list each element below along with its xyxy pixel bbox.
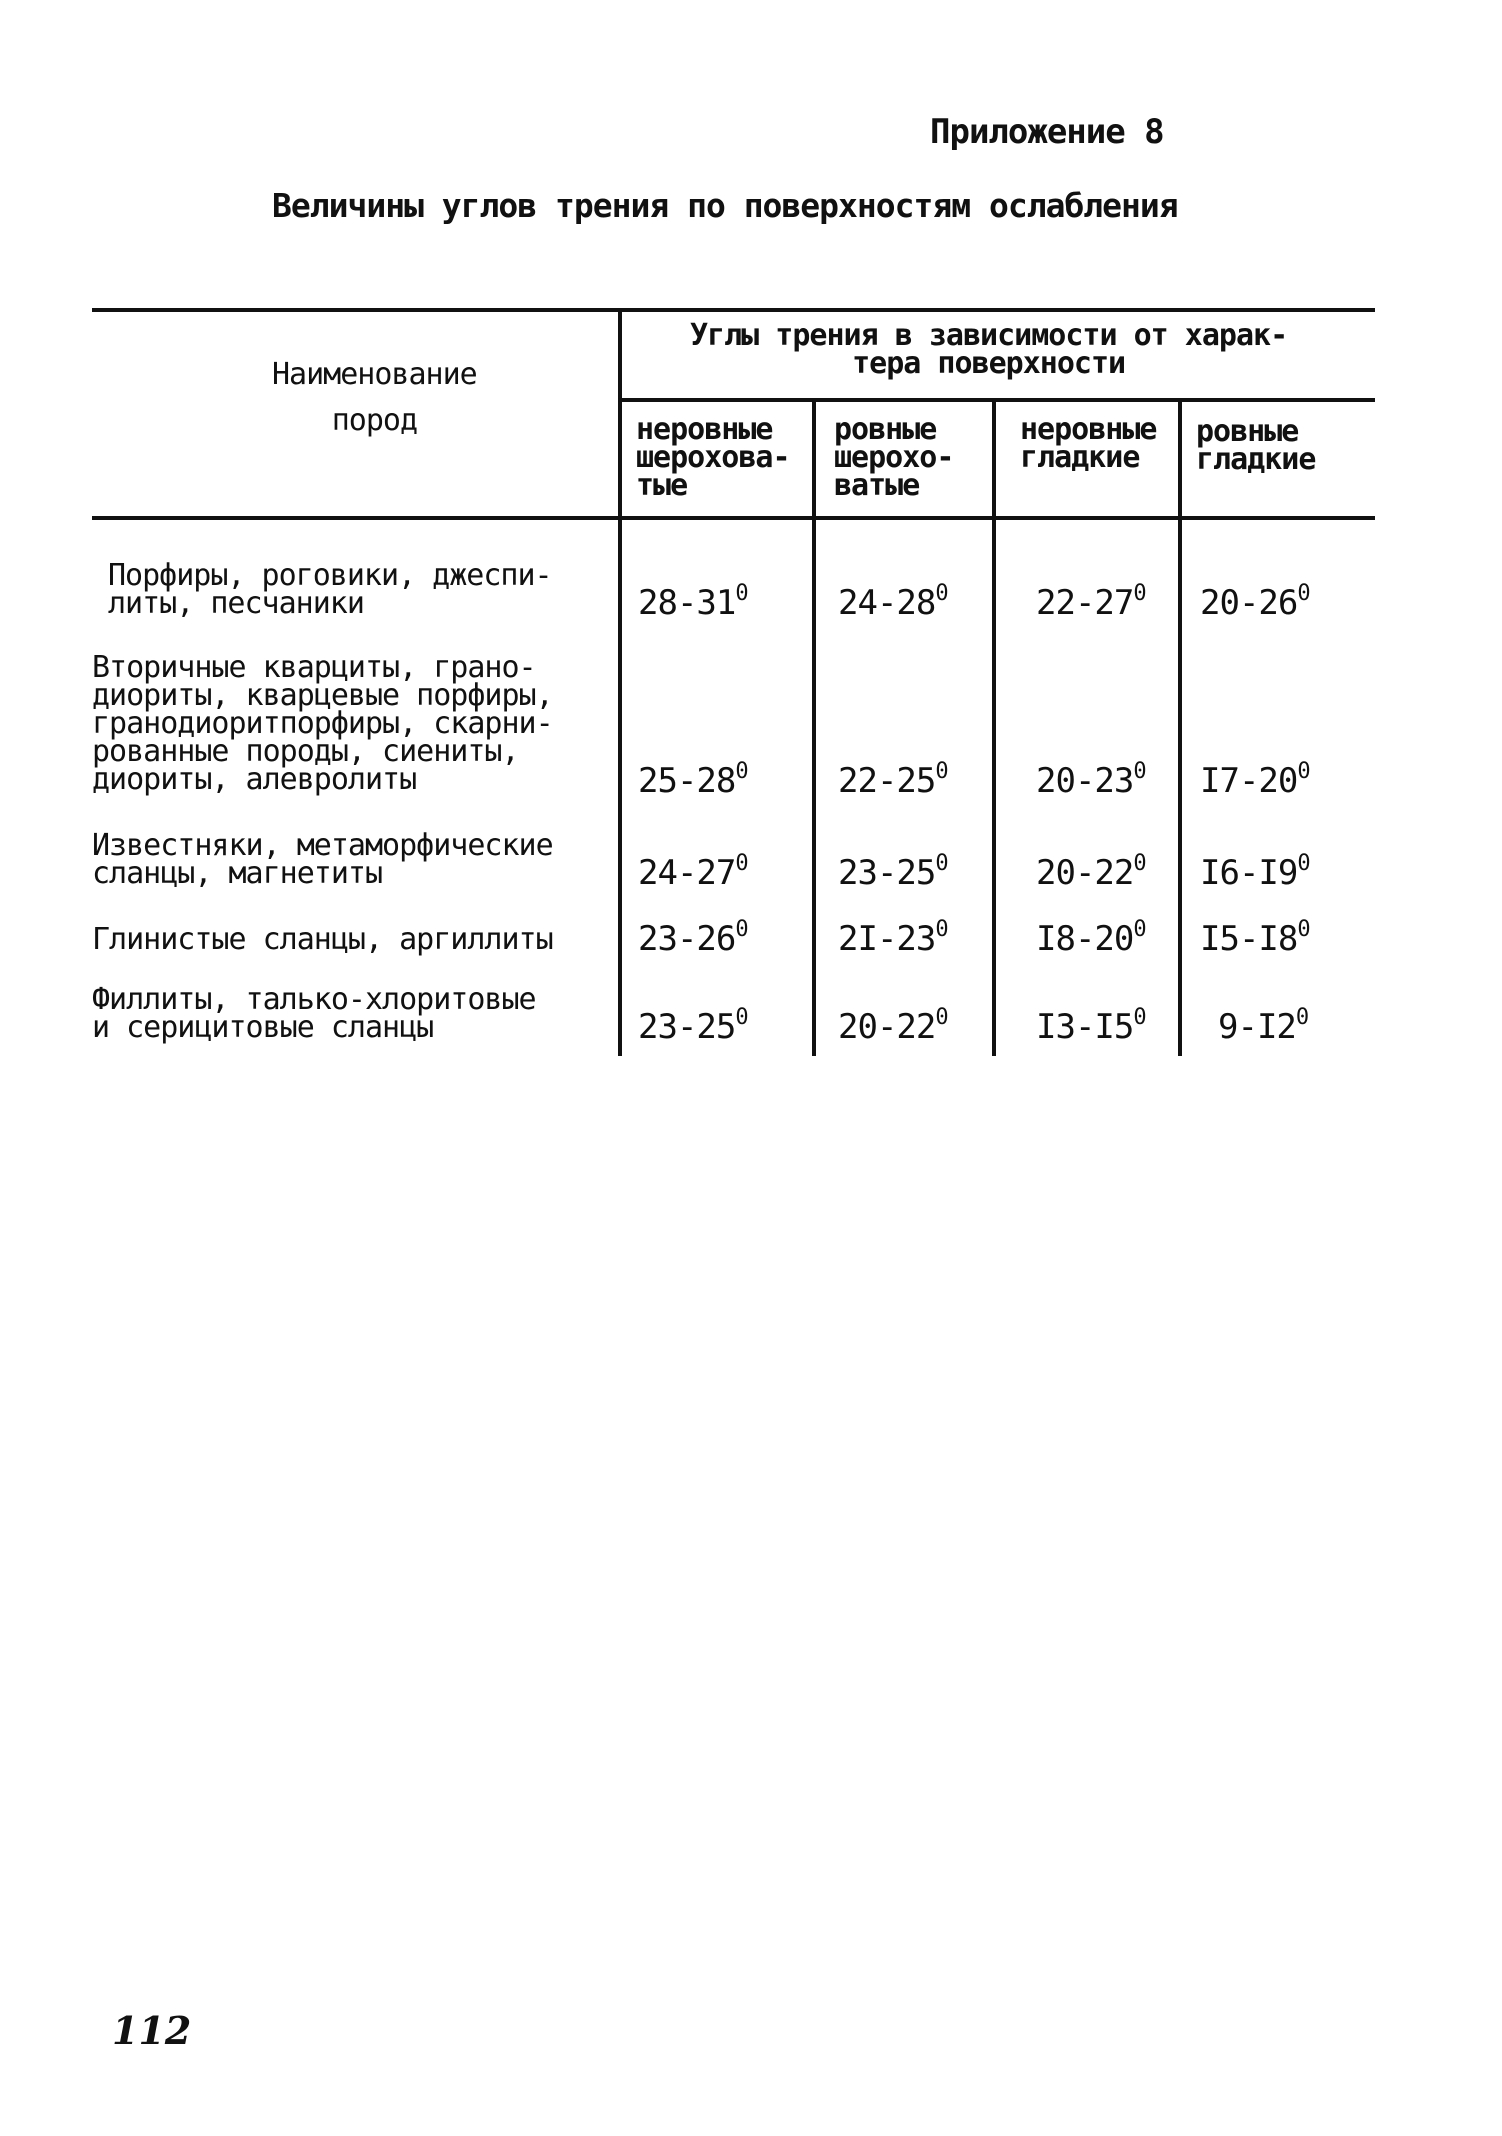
rock-name: Филлиты, талько-хлоритовые и серицитовые сланцы (92, 982, 536, 1045)
header-bottom-rule (92, 516, 1375, 520)
angle-value: $22-25^0$ (838, 759, 948, 801)
col-divider-name (618, 308, 622, 1056)
angle-value: $I5-I8^0$ (1200, 917, 1310, 959)
angle-value: $2I-23^0$ (838, 917, 948, 959)
angle-value: $I7-20^0$ (1200, 759, 1310, 801)
angle-value: $23-25^0$ (838, 851, 948, 893)
rock-name: Вторичные кварциты, грано- диориты, кварцевые порфиры, гранодиоритпорфиры, скарни- рованные породы, сиениты, диориты, алевролиты (92, 650, 553, 797)
rock-name: Известняки, метаморфические сланцы, магнетиты (92, 828, 553, 891)
angle-value: $20-26^0$ (1200, 581, 1310, 623)
page-number: 112 (112, 2008, 192, 2053)
table-top-rule (92, 308, 1375, 312)
angle-value: $24-27^0$ (638, 851, 748, 893)
group-header: Углы трения в зависимости от харак- тера поверхности (690, 318, 1288, 381)
col-divider-1 (812, 400, 816, 1056)
angle-value: $22-27^0$ (1036, 581, 1146, 623)
angle-value: $I8-20^0$ (1036, 917, 1146, 959)
angle-value: $I6-I9^0$ (1200, 851, 1310, 893)
page-title: Величины углов трения по поверхностям ослабления (272, 186, 1178, 225)
angle-value: $I3-I5^0$ (1036, 1005, 1146, 1047)
column-header-uneven-smooth: неровные гладкие (1020, 412, 1157, 475)
angle-value: $9-I2^0$ (1218, 1005, 1309, 1047)
subheader-rule (620, 398, 1375, 402)
column-header-even-rough: ровные шерохо- ватые (834, 412, 954, 503)
rock-name: Глинистые сланцы, аргиллиты (92, 922, 553, 957)
angle-value: $28-31^0$ (638, 581, 748, 623)
col-divider-2 (992, 400, 996, 1056)
angle-value: $23-26^0$ (638, 917, 748, 959)
angle-value: $20-23^0$ (1036, 759, 1146, 801)
angle-value: $20-22^0$ (838, 1005, 948, 1047)
angle-value: $23-25^0$ (638, 1005, 748, 1047)
appendix-label: Приложение 8 (930, 112, 1164, 152)
angle-value: $24-28^0$ (838, 581, 948, 623)
column-header-even-smooth: ровные гладкие (1196, 414, 1316, 477)
col-divider-3 (1178, 400, 1182, 1056)
angle-value: $25-28^0$ (638, 759, 748, 801)
column-header-uneven-rough: неровные шероховa- тые (636, 412, 790, 503)
angle-value: $20-22^0$ (1036, 851, 1146, 893)
rock-name: Порфиры, роговики, джеспи- литы, песчаники (108, 558, 552, 621)
name-column-header: Наименование пород (272, 357, 477, 438)
